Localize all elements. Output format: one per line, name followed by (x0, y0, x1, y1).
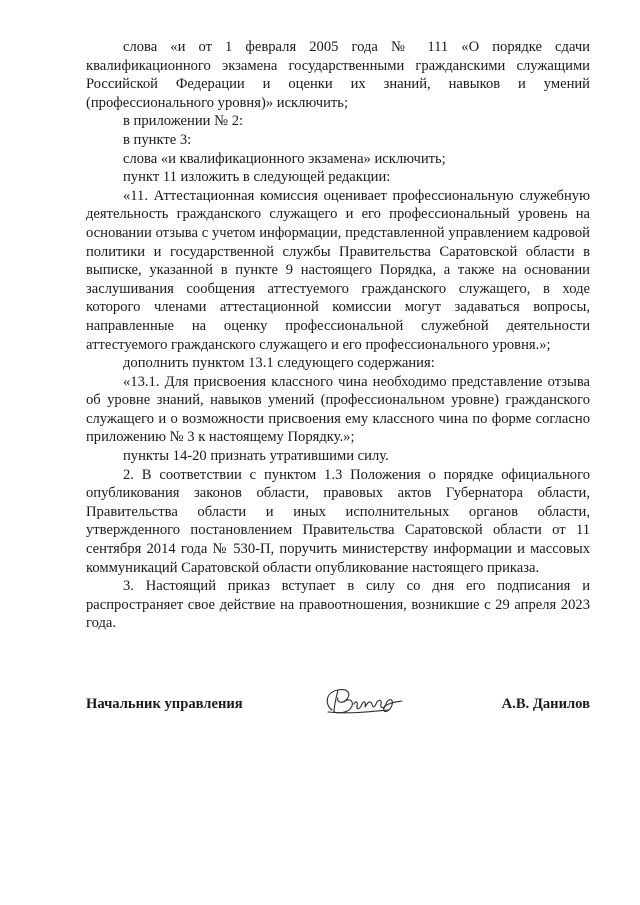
signatory-name: А.В. Данилов (501, 696, 590, 712)
paragraph-points-14-20: пункты 14-20 признать утратившими силу. (123, 448, 389, 465)
paragraph-section-2: 2. В соответствии с пунктом 1.3 Положения о порядке официального опубликования законов области, правовых актов Губернатора области, Правительства области и иных исполнительных органов области, утвержденного постановлением Правительства Саратовской области от 11 сентября 2014 года № 530-П, поручить министерству информации и массовых коммуникаций Саратовской области опубликование настоящего приказа. (86, 466, 590, 576)
paragraph-point-11-text: «11. Аттестационная комиссия оценивает профессиональную служебную деятельность гражданского служащего и его профессиональный уровень на основании отзыва с учетом информации, представленной управлением кадровой политики и государственной службы Правительства Саратовской области в выписке, указанной в пункте 9 настоящего Порядка, а также на основании заслушивания сообщения аттестуемого гражданского служащего, в ходе которого членами аттестационной комиссии могут задаваться вопросы, направленные на оценку профессиональной служебной деятельности аттестуемого гражданского служащего и его профессионального уровня.»; (86, 187, 590, 353)
paragraph-exclusion-clause: слова «и от 1 февраля 2005 года № 111 «О порядке сдачи квалификационного экзамена государственными гражданскими служащими Российской Федерации и оценки их знаний, навыков и умений (профессионального уровня)» исключить; (86, 39, 590, 111)
paragraph-point-13-1-intro: дополнить пунктом 13.1 следующего содержания: (123, 355, 435, 372)
signatory-title: Начальник управления (86, 696, 243, 712)
document-body (86, 38, 590, 633)
paragraph-point-11-intro: пункт 11 изложить в следующей редакции: (123, 169, 391, 186)
signature-block (86, 690, 590, 730)
paragraph-exclude-exam-words: слова «и квалификационного экзамена» исключить; (123, 150, 446, 167)
paragraph-point-3: в пункте 3: (123, 131, 192, 148)
handwritten-signature (318, 684, 410, 718)
paragraph-point-13-1-text: «13.1. Для присвоения классного чина необходимо представление отзыва об уровне знаний, навыков умений (профессиональном уровне) гражданского служащего и о возможности присвоения ему классного чина по форме согласно приложению № 3 к настоящему Порядку.»; (86, 373, 590, 446)
paragraph-section-3: 3. Настоящий приказ вступает в силу со дня его подписания и распространяет свое действие на правоотношения, возникшие с 29 апреля 2023 года. (86, 578, 590, 632)
paragraph-appendix-2: в приложении № 2: (123, 113, 244, 130)
